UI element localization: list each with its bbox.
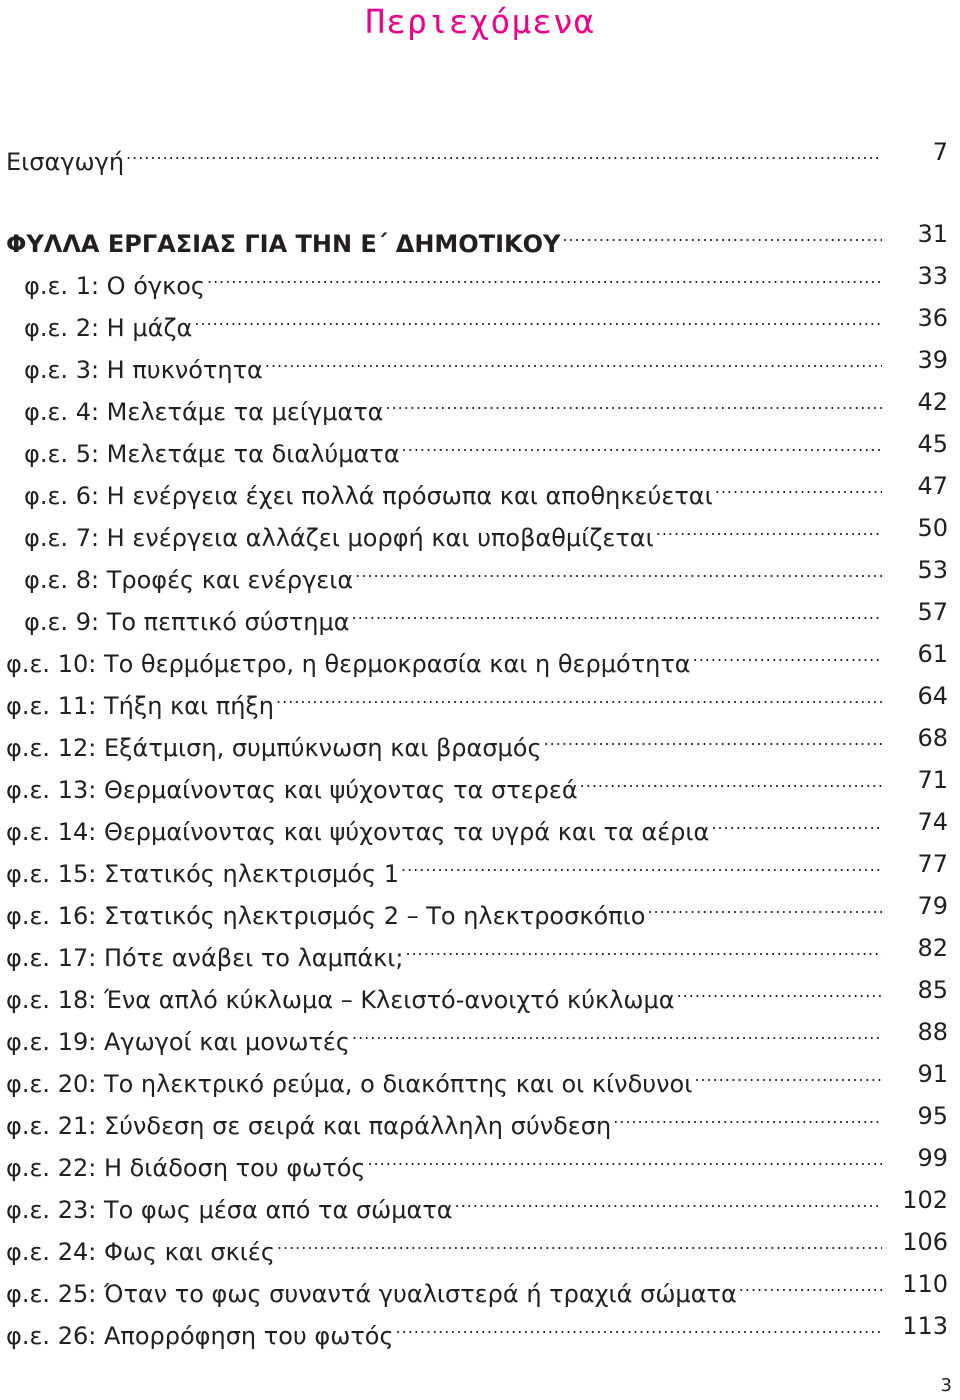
toc-dot-leader	[207, 258, 882, 294]
toc-page-number: 102	[902, 1186, 948, 1214]
toc-entry-body	[24, 594, 884, 640]
toc-entry-body	[6, 1140, 884, 1186]
toc-entry-title: φ.ε. 15: Στατικός ηλεκτρισμός 1	[6, 860, 399, 888]
toc-entry	[24, 342, 948, 384]
toc-entry	[24, 552, 948, 594]
toc-dot-leader	[544, 720, 882, 756]
toc-page-number: 99	[917, 1144, 948, 1172]
toc-page-number: 53	[917, 556, 948, 584]
toc-dot-leader	[613, 1098, 882, 1134]
toc-entry-body	[6, 846, 884, 892]
toc-page-number: 31	[917, 220, 948, 248]
toc-entry-body	[24, 300, 884, 346]
toc-page-number: 91	[917, 1060, 948, 1088]
toc-entry-body	[6, 930, 884, 976]
toc-dot-leader	[694, 1056, 882, 1092]
toc-page-number: 36	[917, 304, 948, 332]
toc-entry-body	[6, 1182, 884, 1228]
toc-entry-title: φ.ε. 12: Εξάτμιση, συμπύκνωση και βρασμός	[6, 734, 542, 762]
toc-dot-leader	[386, 384, 883, 420]
toc-dot-leader	[401, 846, 882, 882]
toc-dot-leader	[352, 594, 882, 630]
toc-entry	[24, 468, 948, 510]
toc-entry-body	[6, 888, 884, 934]
toc-entry-title: φ.ε. 3: Η πυκνότητα	[24, 356, 263, 384]
toc-entry	[6, 1224, 948, 1266]
toc-entry	[6, 678, 948, 720]
toc-entry-body	[24, 384, 884, 430]
toc-dot-leader	[396, 1308, 882, 1344]
toc-entry-title: φ.ε. 17: Πότε ανάβει το λαμπάκι;	[6, 944, 404, 972]
toc-entry-title: φ.ε. 7: Η ενέργεια αλλάζει μορφή και υποβαθμίζεται	[24, 524, 654, 552]
toc-entry	[24, 384, 948, 426]
toc-entry-title: φ.ε. 4: Μελετάμε τα μείγματα	[24, 398, 384, 426]
page-title: Περιεχόμενα	[365, 2, 595, 41]
toc-entry	[24, 258, 948, 300]
toc-entry-title: φ.ε. 26: Απορρόφηση του φωτός	[6, 1322, 394, 1350]
toc-entry-body	[24, 258, 884, 304]
toc-page-number: 95	[917, 1102, 948, 1130]
toc-dot-leader	[194, 300, 882, 336]
toc-entry-title: φ.ε. 13: Θερμαίνοντας και ψύχοντας τα στερεά	[6, 776, 578, 804]
toc-entry	[6, 1014, 948, 1056]
toc-entry	[6, 930, 948, 972]
toc-dot-leader	[656, 510, 882, 546]
toc-entry-title: φ.ε. 22: Η διάδοση του φωτός	[6, 1154, 366, 1182]
toc-entry-title: φ.ε. 16: Στατικός ηλεκτρισμός 2 – Το ηλεκτροσκόπιο	[6, 902, 646, 930]
toc-page-number: 77	[917, 850, 948, 878]
toc-entry	[6, 1098, 948, 1140]
toc-entry-body	[6, 1056, 884, 1102]
toc-entry-title: φ.ε. 8: Τροφές και ενέργεια	[24, 566, 354, 594]
toc-page-number: 74	[917, 808, 948, 836]
toc-dot-leader	[277, 1224, 882, 1260]
toc-entry-body	[6, 762, 884, 808]
toc-page-number: 85	[917, 976, 948, 1004]
toc-entry	[6, 762, 948, 804]
toc-entry	[6, 134, 948, 176]
toc-entry	[6, 1266, 948, 1308]
toc-entry-title: φ.ε. 19: Αγωγοί και μονωτές	[6, 1028, 350, 1056]
toc-entry	[6, 636, 948, 678]
toc-page-number: 82	[917, 934, 948, 962]
toc-entry-body	[24, 342, 884, 388]
toc-page-number: 71	[917, 766, 948, 794]
toc-page-number: 42	[917, 388, 948, 416]
toc-entry-body	[6, 134, 884, 180]
toc-entry-body	[24, 468, 884, 514]
toc-page-number: 39	[917, 346, 948, 374]
toc-entry	[24, 594, 948, 636]
toc-entry-body	[6, 720, 884, 766]
toc-dot-leader	[739, 1266, 882, 1302]
toc-dot-leader	[455, 1182, 882, 1218]
toc-dot-leader	[647, 888, 882, 924]
toc-entry	[6, 1308, 948, 1350]
toc-entry-body	[6, 1098, 884, 1144]
toc-page-number: 113	[902, 1312, 948, 1340]
toc-entry	[6, 1182, 948, 1224]
toc-page-number: 50	[917, 514, 948, 542]
toc-dot-leader	[126, 134, 882, 170]
toc-page-number: 45	[917, 430, 948, 458]
toc-entry	[24, 510, 948, 552]
toc-entry	[6, 888, 948, 930]
toc-page-number: 79	[917, 892, 948, 920]
toc-dot-leader	[711, 804, 882, 840]
toc-page-number: 88	[917, 1018, 948, 1046]
toc-entry-body	[6, 804, 884, 850]
toc-dot-leader	[562, 216, 882, 252]
toc-section-heading	[6, 216, 948, 258]
toc-entry-body	[24, 426, 884, 472]
toc-dot-leader	[276, 678, 882, 714]
toc-dot-leader	[355, 552, 882, 588]
toc-entry-body	[6, 1308, 884, 1354]
toc-page-number: 64	[917, 682, 948, 710]
toc-entry-title: φ.ε. 1: Ο όγκος	[24, 272, 205, 300]
toc-page-number: 47	[917, 472, 948, 500]
toc-entry-body	[6, 1224, 884, 1270]
toc-entry-title: φ.ε. 2: Η μάζα	[24, 314, 193, 342]
toc-entry-title: ΦΥΛΛΑ ΕΡΓΑΣΙΑΣ ΓΙΑ ΤΗΝ Ε΄ ΔΗΜΟΤΙΚΟΥ	[6, 230, 561, 258]
toc-entry	[6, 846, 948, 888]
toc-entry-title: φ.ε. 20: Το ηλεκτρικό ρεύμα, ο διακόπτης και οι κίνδυνοι	[6, 1070, 693, 1098]
toc-entry	[6, 1056, 948, 1098]
toc-entry-body	[6, 678, 884, 724]
toc-entry-body	[6, 1014, 884, 1060]
toc-entry-title: Εισαγωγή	[6, 148, 125, 176]
toc-page-number: 106	[902, 1228, 948, 1256]
page-number: 3	[940, 1375, 952, 1396]
toc-page-number: 61	[917, 640, 948, 668]
toc-entry-title: φ.ε. 23: Το φως μέσα από τα σώματα	[6, 1196, 453, 1224]
toc-entry	[6, 1140, 948, 1182]
toc-entry-title: φ.ε. 25: Όταν το φως συναντά γυαλιστερά ή τραχιά σώματα	[6, 1280, 737, 1308]
toc-entry-body	[6, 216, 884, 262]
toc-entry-title: φ.ε. 14: Θερμαίνοντας και ψύχοντας τα υγρά και τα αέρια	[6, 818, 710, 846]
toc-entry-body	[24, 510, 884, 556]
toc-entry-body	[6, 1266, 884, 1312]
toc-entry-body	[6, 972, 884, 1018]
toc-dot-leader	[352, 1014, 882, 1050]
toc-page-number: 110	[902, 1270, 948, 1298]
toc-dot-leader	[265, 342, 882, 378]
toc-entry-title: φ.ε. 6: Η ενέργεια έχει πολλά πρόσωπα και αποθηκεύεται	[24, 482, 713, 510]
toc-entry-title: φ.ε. 24: Φως και σκιές	[6, 1238, 275, 1266]
toc-entry-title: φ.ε. 5: Μελετάμε τα διαλύματα	[24, 440, 400, 468]
toc-dot-leader	[693, 636, 882, 672]
toc-dot-leader	[677, 972, 882, 1008]
toc-entry-body	[24, 552, 884, 598]
toc-entry	[6, 972, 948, 1014]
toc-entry-title: φ.ε. 9: Το πεπτικό σύστημα	[24, 608, 350, 636]
toc-page-number: 33	[917, 262, 948, 290]
toc-dot-leader	[406, 930, 883, 966]
toc-page-number: 68	[917, 724, 948, 752]
toc-entry-title: φ.ε. 10: Το θερμόμετρο, η θερμοκρασία και η θερμότητα	[6, 650, 691, 678]
toc-entry-title: φ.ε. 21: Σύνδεση σε σειρά και παράλληλη σύνδεση	[6, 1112, 612, 1140]
toc-entry-title: φ.ε. 18: Ένα απλό κύκλωμα – Κλειστό-ανοιχτό κύκλωμα	[6, 986, 675, 1014]
toc-entry	[24, 426, 948, 468]
toc-entry	[6, 720, 948, 762]
toc-entry	[24, 300, 948, 342]
toc-page-number: 57	[917, 598, 948, 626]
toc-dot-leader	[367, 1140, 882, 1176]
toc-page-number: 7	[932, 138, 948, 166]
toc-dot-leader	[715, 468, 882, 504]
toc-entry-body	[6, 636, 884, 682]
toc-entry-title: φ.ε. 11: Τήξη και πήξη	[6, 692, 275, 720]
toc-dot-leader	[580, 762, 882, 798]
toc-dot-leader	[402, 426, 882, 462]
toc-entry	[6, 804, 948, 846]
